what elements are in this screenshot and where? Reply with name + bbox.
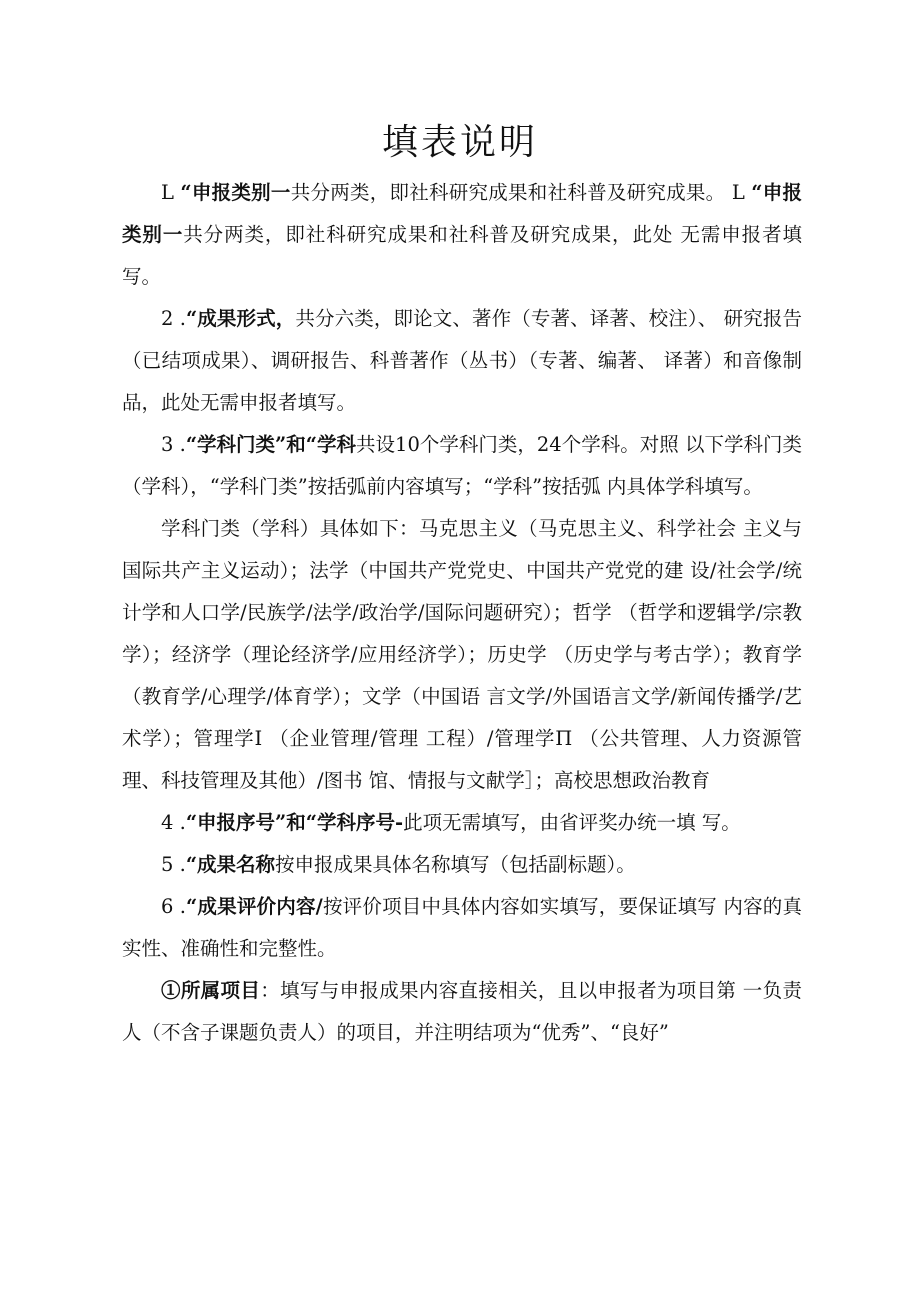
paragraph-4 [122,508,802,802]
paragraph-6-text-1: 按申报成果具体名称填写（包括副标题）。 [275,853,636,876]
paragraph-3-bold-1: “学科门类”和“学科 [185,433,357,456]
paragraph-5-number: 4 . [161,811,186,834]
paragraph-8-bold-1: ①所属项目 [161,979,261,1002]
paragraph-1-text-1: 共分两类，即社科研究成果和社科普及研究成果。 L [290,181,752,204]
paragraph-2-text-1: 共分六类，即论文、著作（专著、译著、校注）、 研究报告（已结项成果）、调研报告、科普著作（丛书）（专著、编著、 译著）和音像制品，此处无需申报者填写。 [122,307,803,414]
paragraph-6 [122,844,802,886]
paragraph-7-number: 6 . [161,895,187,918]
paragraph-1 [122,172,802,298]
page-title: 填表说明 [381,122,538,163]
paragraph-7 [122,886,802,970]
paragraph-2-number: 2 . [161,307,186,330]
paragraph-6-number: 5 . [161,853,186,876]
paragraph-1-bold-2: “申报类别一 [122,181,803,246]
paragraph-3 [122,424,802,508]
paragraph-1-bold-1: “申报类别一 [180,181,291,204]
paragraph-7-text-1: 按评价项目中具体内容如实填写，要保证填写 内容的真实性、准确性和完整性。 [122,895,802,960]
paragraph-3-text-1: 共设10个学科门类，24个学科。对照 以下学科门类（学科），“学科门类”按括弧前内容填写；“学科”按括弧 内具体学科填写。 [122,433,802,498]
paragraph-1-number: L [161,181,181,204]
paragraph-5-text-1: 此项无需填写，由省评奖办统一填 写。 [403,811,741,834]
paragraph-5 [122,802,802,844]
paragraph-5-bold-1: “申报序号”和“学科序号- [185,811,404,834]
paragraph-1-text-2: 共分两类，即社科研究成果和社科普及研究成果，此处 无需申报者填写。 [122,223,802,288]
paragraph-3-number: 3 . [161,433,186,456]
paragraph-4-text-1: 学科门类（学科）具体如下：马克思主义（马克思主义、科学社会 主义与国际共产主义运动）；法学（中国共产党党史、中国共产党党的建 设/社会学/统计学和人口学/民族学/法学/政治学/国际问题研究）；哲学 （哲学和逻辑学/宗教学）；经济学（理论经济学/应用经济学）；历史学 （历史学与考古学）；教育学（教育学/心理学/体育学）；文学（中国语 言文学/外国语言文学/新闻传播学/艺术学）；管理学I （企业管理/管理 工程）/管理学Π （公共管理、人力资源管理、科技管理及其他）/图书 馆、情报与文献学］；高校思想政治教育 [122,517,802,792]
paragraph-2 [122,298,802,424]
document-body [122,172,802,1054]
paragraph-8-text-1: ：填写与申报成果内容直接相关，且以申报者为项目第 一负责人（不含子课题负责人）的项目，并注明结项为“优秀”、“良好” [122,979,802,1044]
paragraph-6-bold-1: “成果名称 [185,853,276,876]
paragraph-8 [122,970,802,1054]
paragraph-2-bold-1: “成果形式， [185,307,296,330]
paragraph-7-bold-1: “成果评价内容/ [186,895,323,918]
